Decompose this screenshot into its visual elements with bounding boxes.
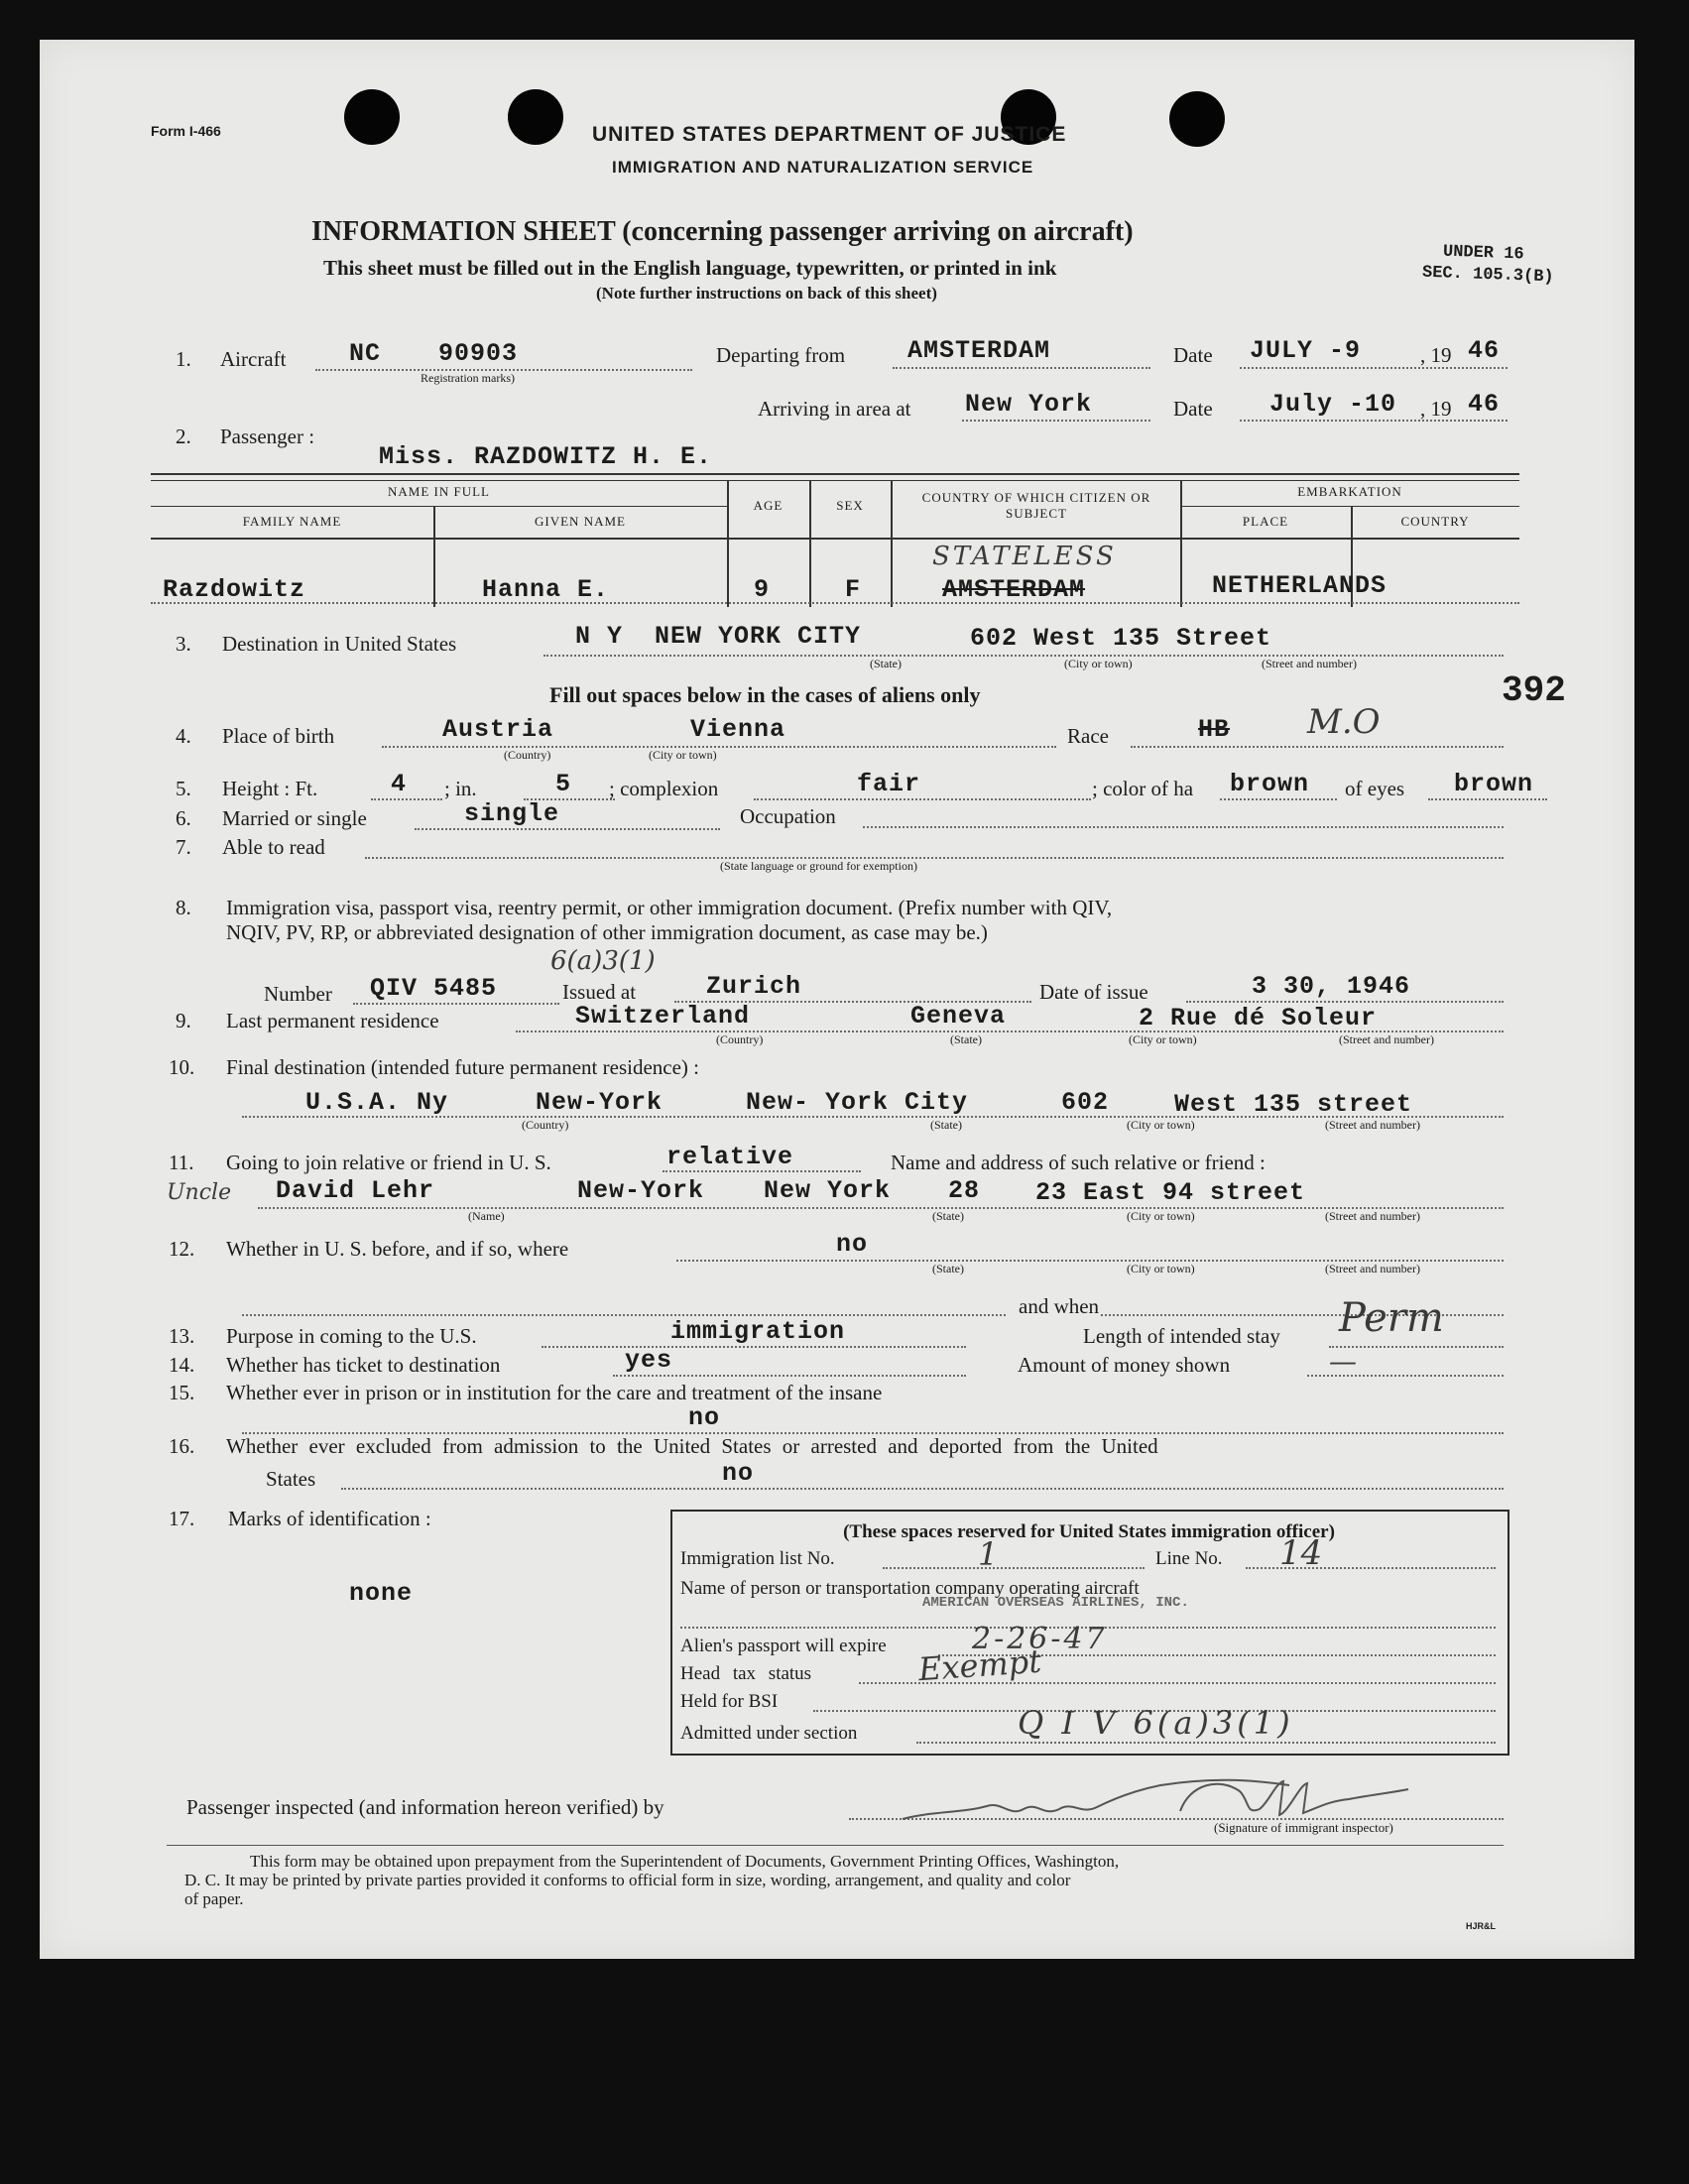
service-name: IMMIGRATION AND NATURALIZATION SERVICE (612, 158, 1034, 177)
final-destination-city: New- York City (746, 1088, 969, 1117)
final-destination-number: 602 (1061, 1088, 1110, 1117)
purpose-label: Purpose in coming to the U.S. (226, 1324, 477, 1348)
last-residence-country: Switzerland (575, 1002, 751, 1031)
race-line (1131, 746, 1504, 748)
caption: (Street and number) (1339, 1032, 1434, 1046)
last-residence-label: Last permanent residence (226, 1009, 439, 1032)
birthplace-label: Place of birth (222, 724, 335, 748)
birth-city: Vienna (690, 715, 786, 744)
destination-street: 602 West 135 Street (970, 624, 1272, 653)
punch-hole (1169, 91, 1225, 147)
destination-line (543, 655, 1504, 657)
header-sex: SEX (836, 498, 864, 513)
aliens-section-heading: Fill out spaces below in the cases of aliens only (549, 682, 981, 707)
caption: (Street and number) (1325, 1118, 1420, 1132)
race-handwritten: M.O (1307, 702, 1381, 742)
depart-year: 46 (1468, 336, 1501, 365)
citizenship-struck-value: AMSTERDAM (942, 575, 1086, 604)
deported-label: Whether ever excluded from admission to the United States or arrested and deported from the United (226, 1434, 1158, 1458)
inspection-label: Passenger inspected (and information hereon verified) by (186, 1795, 664, 1819)
previous-visit-value: no (836, 1230, 869, 1259)
company-label: Name of person or transportation company operating aircraft (680, 1578, 1140, 1599)
depart-date-line (1240, 367, 1508, 369)
item-number: 6. (176, 806, 191, 830)
footer-text-1: This form may be obtained upon prepayment from the Superintendent of Documents, Government Printing Offices, Washington, (250, 1852, 1120, 1871)
item-number: 12. (169, 1237, 195, 1261)
arrive-date: July -10 (1269, 390, 1397, 419)
ticket-label: Whether has ticket to destination (226, 1353, 501, 1377)
passenger-name: Miss. RAZDOWITZ H. E. (379, 442, 713, 471)
department-name: UNITED STATES DEPARTMENT OF JUSTICE (592, 123, 1067, 146)
caption: (Name) (468, 1209, 505, 1223)
caption: (Street and number) (1325, 1209, 1420, 1223)
line-number-handwritten: 14 (1279, 1533, 1323, 1573)
relative-street: 23 East 94 street (1035, 1178, 1306, 1207)
arrive-date-label: Date (1173, 397, 1213, 421)
previous-visit-line-2 (242, 1314, 1006, 1316)
occupation-line (863, 826, 1504, 828)
head-tax-handwritten: Exempt (916, 1641, 1043, 1689)
caption: (Street and number) (1262, 657, 1357, 670)
height-feet: 4 (391, 770, 408, 798)
deported-label-2: States (266, 1467, 316, 1491)
punch-hole (508, 89, 563, 145)
table-top-rule-2 (151, 480, 1519, 481)
caption: (State) (950, 1032, 982, 1046)
hair-line (1220, 798, 1337, 800)
arrive-year-prefix: , 19 (1420, 397, 1452, 421)
embarkation-country-value: NETHERLANDS (1212, 571, 1387, 600)
signature-caption: (Signature of immigrant inspector) (1214, 1820, 1393, 1835)
caption: (State language or ground for exemption) (720, 859, 917, 873)
admitted-section-label: Admitted under section (680, 1723, 858, 1744)
marital-value: single (464, 799, 560, 828)
complexion-label: ; complexion (609, 777, 719, 800)
identification-marks-label: Marks of identification : (228, 1507, 431, 1530)
footer-text-3: of paper. (184, 1889, 244, 1908)
caption: (Country) (522, 1118, 569, 1132)
company-stamp: AMERICAN OVERSEAS AIRLINES, INC. (922, 1595, 1189, 1611)
item-number: 7. (176, 835, 191, 859)
item-number: 11. (169, 1151, 194, 1174)
table-row-line (151, 602, 1519, 604)
marital-label: Married or single (222, 806, 367, 830)
marital-line (415, 828, 720, 830)
ticket-line (613, 1375, 966, 1377)
item-number: 16. (169, 1434, 195, 1458)
caption: (State) (870, 657, 902, 670)
given-name-value: Hanna E. (482, 575, 610, 604)
able-to-read-line (365, 857, 1504, 859)
family-name-value: Razdowitz (163, 575, 306, 604)
arriving-label: Arriving in area at (758, 397, 911, 421)
join-relative-label: Going to join relative or friend in U. S. (226, 1151, 551, 1174)
height-ft-line (371, 798, 442, 800)
header-embark-place: PLACE (1242, 514, 1289, 529)
issued-at-label: Issued at (562, 980, 637, 1004)
arrive-date-line (1240, 420, 1508, 422)
item-number: 10. (169, 1055, 195, 1079)
able-to-read-label: Able to read (222, 835, 325, 859)
and-when-label: and when (1019, 1294, 1100, 1318)
item-number: 3. (176, 632, 191, 656)
item-number: 13. (169, 1324, 195, 1348)
depart-date: JULY -9 (1250, 336, 1362, 365)
arriving-line (962, 420, 1150, 422)
instructions-note: (Note further instructions on back of this sheet) (596, 284, 937, 303)
header-citizenship: COUNTRY OF WHICH CITIZEN OR SUBJECT (921, 490, 1151, 521)
line-number-label: Line No. (1155, 1548, 1223, 1569)
deported-line (341, 1488, 1504, 1490)
table-divider (891, 480, 893, 607)
hair-color-value: brown (1230, 770, 1310, 798)
relation-handwritten: Uncle (167, 1180, 232, 1205)
join-relative-value: relative (666, 1143, 794, 1171)
header-family-name: FAMILY NAME (242, 514, 342, 529)
punch-hole (344, 89, 400, 145)
stay-length-handwritten: Perm (1339, 1295, 1444, 1341)
header-given-name: GIVEN NAME (535, 514, 626, 529)
previous-visit-label: Whether in U. S. before, and if so, where (226, 1237, 569, 1261)
caption: (State) (930, 1118, 962, 1132)
depart-date-label: Date (1173, 343, 1213, 367)
header-name-in-full: NAME IN FULL (388, 484, 490, 499)
form-number: Form I-466 (151, 123, 221, 139)
caption: (City or town) (649, 748, 717, 762)
complexion-line (754, 798, 1091, 800)
header-embarkation: EMBARKATION (1297, 484, 1402, 499)
admitted-section-line (916, 1742, 1496, 1744)
depart-year-prefix: , 19 (1420, 343, 1452, 367)
height-label: Height : Ft. (222, 777, 318, 800)
caption: (Country) (504, 748, 551, 762)
item-number: 9. (176, 1009, 191, 1032)
relative-city: New York (764, 1176, 892, 1205)
item-number: 15. (169, 1381, 195, 1404)
aircraft-prefix: NC (349, 339, 382, 368)
money-label: Amount of money shown (1018, 1353, 1231, 1377)
footer-rule (167, 1845, 1504, 1846)
immigration-doc-instructions-2: NQIV, PV, RP, or abbreviated designation of other immigration document, as case may be.) (226, 920, 988, 944)
registration-caption: Registration marks) (421, 371, 515, 385)
race-label: Race (1067, 724, 1109, 748)
destination-label: Destination in United States (222, 632, 457, 656)
issued-at-value: Zurich (706, 972, 802, 1001)
relative-number: 28 (948, 1176, 981, 1205)
page-subtitle: This sheet must be filled out in the English language, typewritten, or printed in ink (323, 256, 1057, 280)
item-number: 14. (169, 1353, 195, 1377)
passport-expire-handwritten: 2-26-47 (972, 1622, 1108, 1656)
height-inches-label: ; in. (444, 777, 477, 800)
visa-number-line (353, 1003, 559, 1005)
relative-name-label: Name and address of such relative or friend : (891, 1151, 1266, 1174)
table-top-rule (151, 473, 1519, 475)
arrive-year: 46 (1468, 390, 1501, 419)
relative-line (258, 1207, 1504, 1209)
header-embark-country: COUNTRY (1400, 514, 1470, 529)
relative-name: David Lehr (276, 1176, 435, 1205)
eye-color-label: of eyes (1345, 777, 1405, 800)
date-of-issue-value: 3 30, 1946 (1252, 972, 1411, 1001)
visa-number: QIV 5485 (370, 974, 498, 1003)
table-subhead-rule (151, 506, 727, 507)
age-value: 9 (754, 575, 771, 604)
sex-value: F (845, 575, 862, 604)
caption: (City or town) (1127, 1262, 1195, 1275)
passenger-label: Passenger : (220, 425, 315, 448)
item-number: 1. (176, 347, 191, 371)
caption: (City or town) (1127, 1209, 1195, 1223)
final-destination-street: West 135 street (1174, 1090, 1413, 1119)
deported-value: no (722, 1459, 755, 1488)
birthplace-line (382, 746, 1056, 748)
admitted-section-handwritten: Q I V 6(a)3(1) (1018, 1704, 1294, 1742)
passport-expire-label: Alien's passport will expire (680, 1636, 887, 1656)
caption: (State) (932, 1262, 964, 1275)
hair-color-label: ; color of ha (1092, 777, 1194, 800)
item-number: 2. (176, 425, 191, 448)
occupation-label: Occupation (740, 804, 836, 828)
eye-line (1428, 798, 1547, 800)
prison-label: Whether ever in prison or in institution for the care and treatment of the insane (226, 1381, 883, 1404)
item-number: 5. (176, 777, 191, 800)
bsi-label: Held for BSI (680, 1691, 779, 1712)
list-number-line (883, 1567, 1145, 1569)
table-subhead-rule (1180, 506, 1519, 507)
caption: (Street and number) (1325, 1262, 1420, 1275)
header-age: AGE (753, 498, 784, 513)
head-tax-label: Head tax status (680, 1663, 812, 1684)
identification-marks-value: none (349, 1579, 414, 1608)
page-number: 392 (1502, 670, 1566, 711)
immigration-doc-instructions: Immigration visa, passport visa, reentry permit, or other immigration document. (Prefix number with QIV, (226, 896, 1113, 919)
stay-length-label: Length of intended stay (1083, 1324, 1280, 1348)
purpose-line (542, 1346, 966, 1348)
table-header-rule (151, 538, 1519, 540)
date-of-issue-label: Date of issue (1039, 980, 1148, 1004)
citizenship-handwritten: STATELESS (932, 542, 1117, 571)
item-number: 17. (169, 1507, 195, 1530)
destination-state: N Y (575, 622, 624, 651)
prison-value: no (688, 1403, 721, 1432)
caption: (City or town) (1064, 657, 1133, 670)
purpose-value: immigration (670, 1317, 846, 1346)
money-handwritten: — (1329, 1345, 1357, 1378)
list-number-handwritten: 1 (978, 1535, 999, 1573)
aircraft-label: Aircraft (220, 347, 287, 371)
officer-box-title: (These spaces reserved for United States immigration officer) (843, 1521, 1335, 1542)
last-residence-street: 2 Rue dé Soleur (1139, 1004, 1378, 1032)
complexion-value: fair (857, 770, 921, 798)
eye-color-value: brown (1454, 770, 1534, 798)
caption: (City or town) (1127, 1118, 1195, 1132)
race-struck-value: HB (1198, 715, 1231, 744)
departing-city: AMSTERDAM (907, 336, 1051, 365)
item-number: 4. (176, 724, 191, 748)
printer-code: HJR&L (1466, 1921, 1497, 1931)
arriving-city: New York (965, 390, 1093, 419)
birth-country: Austria (442, 715, 554, 744)
last-residence-state: Geneva (910, 1002, 1007, 1031)
section-handwritten: 6(a)3(1) (550, 946, 656, 976)
aircraft-registration: 90903 (438, 339, 519, 368)
relative-state: New-York (577, 1176, 705, 1205)
height-inches: 5 (555, 770, 572, 798)
final-destination-country: U.S.A. Ny (305, 1088, 449, 1117)
stamp-line-2: SEC. 105.3(B) (1421, 263, 1554, 288)
page-title: INFORMATION SHEET (concerning passenger arriving on aircraft) (311, 216, 1134, 247)
departing-line (893, 367, 1150, 369)
caption: (State) (932, 1209, 964, 1223)
ticket-value: yes (625, 1346, 673, 1375)
list-number-label: Immigration list No. (680, 1548, 835, 1569)
departing-label: Departing from (716, 343, 846, 367)
final-destination-state: New-York (536, 1088, 664, 1117)
caption: (Country) (716, 1032, 764, 1046)
destination-city: NEW YORK CITY (655, 622, 862, 651)
visa-number-label: Number (264, 982, 332, 1006)
final-destination-label: Final destination (intended future permanent residence) : (226, 1055, 700, 1079)
caption: (City or town) (1129, 1032, 1197, 1046)
footer-text-2: D. C. It may be printed by private parties provided it conforms to official form in size, wording, arrangement, and quality and color (184, 1871, 1071, 1889)
date-of-issue-line (1186, 1001, 1504, 1003)
item-number: 8. (176, 896, 191, 919)
stamp-line-1: UNDER 16 (1442, 242, 1524, 265)
